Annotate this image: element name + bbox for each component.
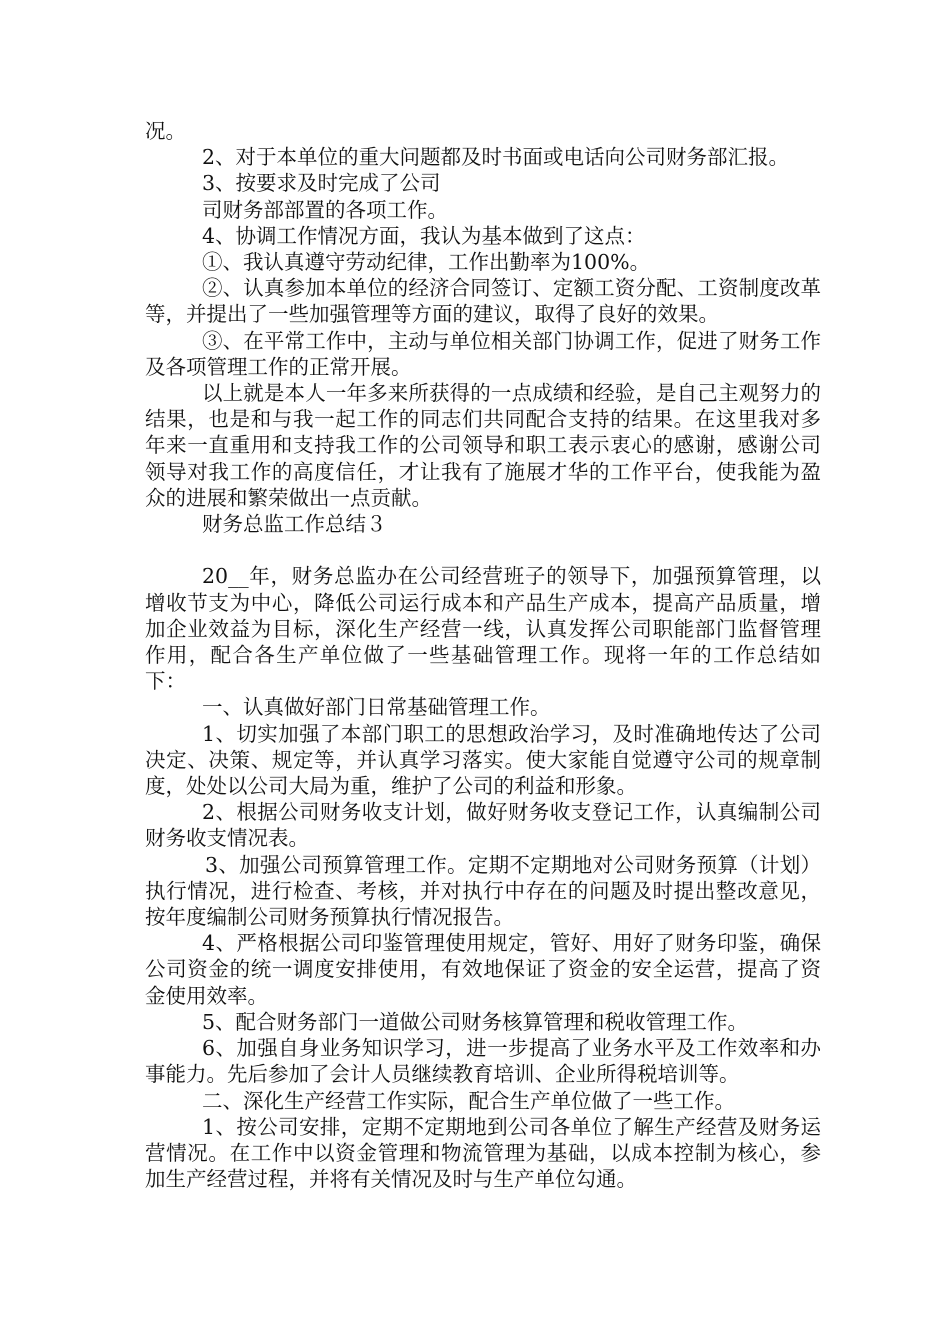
paragraph: 司财务部部置的各项工作。	[202, 197, 448, 222]
paragraph: ①、我认真遵守劳动纪律，工作出勤率为100%。	[202, 250, 651, 275]
paragraph: 3、加强公司预算管理工作。定期不定期地对公司财务预算（计划）执行情况，进行检查、考核，并对执行中存在的问题及时提出整改意见，按年度编制公司财务预算执行情况报告。	[145, 852, 821, 930]
paragraph: 4、协调工作情况方面，我认为基本做到了这点：	[202, 223, 646, 248]
paragraph: 5、配合财务部门一道做公司财务核算管理和税收管理工作。	[202, 1009, 749, 1034]
paragraph: ②、认真参加本单位的经济合同签订、定额工资分配、工资制度改革等，并提出了一些加强管理等方面的建议，取得了良好的效果。	[145, 276, 821, 327]
paragraph: 1、按公司安排，定期不定期地到公司各单位了解生产经营及财务运营情况。在工作中以资金管理和物流管理为基础，以成本控制为核心，参加生产经营过程，并将有关情况及时与生产单位勾通。	[145, 1114, 821, 1192]
paragraph: 20__年，财务总监办在公司经营班子的领导下，加强预算管理，以增收节支为中心，降低公司运行成本和产品生产成本，提高产品质量，增加企业效益为目标，深化生产经营一线，认真发挥公司职能部门监督管理作用，配合各生产单位做了一些基础管理工作。现将一年的工作总结如下：	[145, 564, 821, 694]
section-heading: 财务总监工作总结３	[202, 512, 387, 537]
paragraph: 以上就是本人一年多来所获得的一点成绩和经验，是自己主观努力的结果，也是和与我一起工作的同志们共同配合支持的结果。在这里我对多年来一直重用和支持我工作的公司领导和职工表示衷心的感谢，感谢公司领导对我工作的高度信任，才让我有了施展才华的工作平台，使我能为盈众的进展和繁荣做出一点贡献。	[145, 381, 821, 510]
subsection-heading: 一、认真做好部门日常基础管理工作。	[202, 695, 551, 720]
paragraph: 况。	[145, 119, 186, 143]
subsection-heading: 二、深化生产经营工作实际，配合生产单位做了一些工作。	[202, 1088, 735, 1113]
paragraph: 2、根据公司财务收支计划，做好财务收支登记工作，认真编制公司财务收支情况表。	[145, 800, 821, 851]
paragraph: ③、在平常工作中，主动与单位相关部门协调工作，促进了财务工作及各项管理工作的正常开展。	[145, 328, 821, 379]
paragraph: 4、严格根据公司印鉴管理使用规定，管好、用好了财务印鉴，确保公司资金的统一调度安排使用，有效地保证了资金的安全运营，提高了资金使用效率。	[145, 931, 821, 1008]
paragraph: 1、切实加强了本部门职工的思想政治学习，及时准确地传达了公司决定、决策、规定等，并认真学习落实。使大家能自觉遵守公司的规章制度，处处以公司大局为重，维护了公司的利益和形象。	[145, 721, 821, 799]
document-body	[145, 118, 821, 1192]
paragraph: 2、对于本单位的重大问题都及时书面或电话向公司财务部汇报。	[202, 145, 790, 170]
blank-line	[145, 537, 821, 563]
paragraph: 3、按要求及时完成了公司	[202, 171, 441, 196]
paragraph: 6、加强自身业务知识学习，进一步提高了业务水平及工作效率和办事能力。先后参加了会计人员继续教育培训、企业所得税培训等。	[145, 1036, 821, 1087]
